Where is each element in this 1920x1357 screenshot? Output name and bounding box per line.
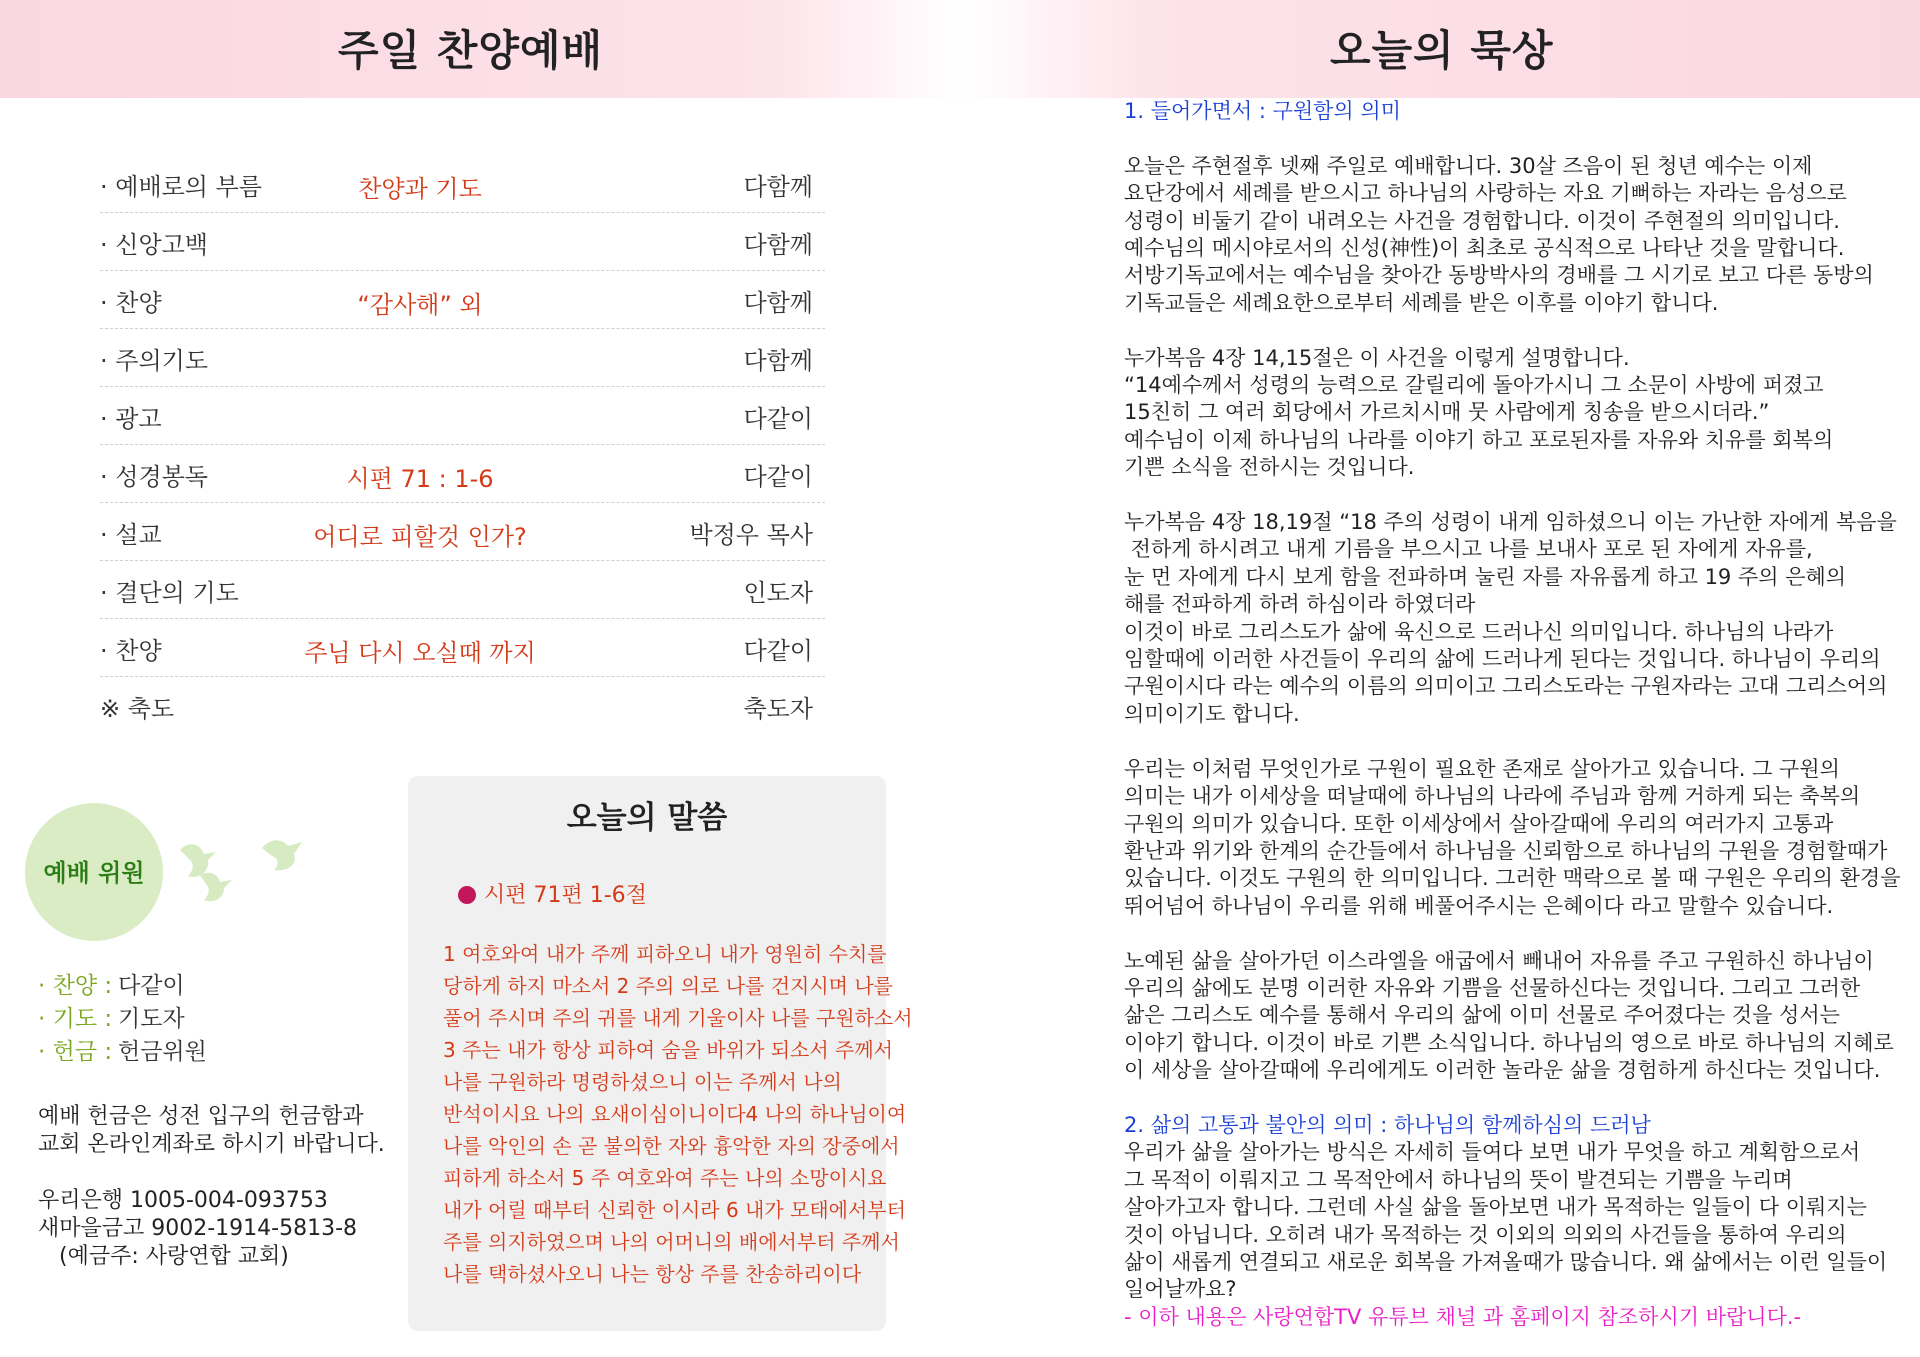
paragraph-line: 노예된 삶을 살아가던 이스라엘을 애굽에서 빼내어 자유를 주고 구원하신 하나님이: [1124, 948, 1874, 973]
paragraph-line: 기독교들은 세례요한으로부터 세례를 받은 이후를 이야기 합니다.: [1124, 290, 1719, 315]
scripture-line: 1 여호와여 내가 주께 피하오니 내가 영원히 수치를: [443, 942, 887, 966]
bank-line: 새마을금고 9002-1914-5813-8: [38, 1216, 358, 1241]
order-item-leader: 다함께: [743, 173, 813, 201]
order-row: [100, 503, 825, 561]
paragraph-line: 이것이 바로 그리스도가 삶에 육신으로 드러나신 의미입니다. 하나님의 나라가: [1124, 619, 1834, 644]
role-key: · 찬양 :: [38, 973, 113, 999]
paragraph-line: 누가복음 4장 18,19절 “18 주의 성령이 내게 임하셨으니 이는 가난한 자에게 복음을: [1124, 510, 1897, 535]
order-row: [100, 155, 825, 213]
paragraph-line: 의미이기도 합니다.: [1124, 701, 1300, 726]
paragraph-line: “14예수께서 성령의 능력으로 갈릴리에 돌아가시니 그 소문이 사방에 퍼졌고: [1124, 373, 1824, 398]
order-row: [100, 213, 825, 271]
bank-line: (예금주: 사랑연합 교회): [38, 1244, 289, 1269]
order-item-leader: 다함께: [743, 347, 813, 375]
paragraph-line: 전하게 하시려고 내게 기름을 부으시고 나를 보내사 포로 된 자에게 자유를,: [1124, 537, 1813, 562]
paragraph-line: 그 목적이 이뤄지고 그 목적안에서 하나님의 뜻이 발견되는 기쁨을 누리며: [1124, 1167, 1793, 1192]
order-row: [100, 445, 825, 503]
dove-icon: [170, 830, 320, 910]
paragraph-line: 예수님의 메시야로서의 신성(神性)이 최초로 공식적으로 나타난 것을 말합니다.: [1124, 236, 1845, 261]
role-value: 다같이: [118, 973, 185, 999]
committee-role: [38, 970, 207, 1003]
paragraph-line: 눈 먼 자에게 다시 보게 함을 전파하며 눌린 자를 자유롭게 하고 19 주의 은혜의: [1124, 564, 1847, 589]
section-heading: 1. 들어가면서 : 구원함의 의미: [1124, 99, 1401, 123]
order-item-name: · 성경봉독: [100, 463, 208, 491]
order-item-name: · 찬양: [100, 637, 162, 665]
section-heading: 2. 삶의 고통과 불안의 의미 : 하나님의 함께하심의 드러남: [1124, 1112, 1651, 1137]
offering-info: [38, 1103, 385, 1271]
scripture-line: 나를 택하셨사오니 나는 항상 주를 찬송하리이다: [443, 1262, 862, 1286]
role-key: · 기도 :: [38, 1006, 113, 1032]
committee-roles: [38, 970, 207, 1069]
paragraph-line: 것이 아닙니다. 오히려 내가 목적하는 것 이외의 의외의 사건들을 통하여 우리의: [1124, 1222, 1847, 1247]
committee-role: [38, 1003, 207, 1036]
paragraph-line: 구원의 의미가 있습니다. 또한 이세상에서 살아갈때에 우리의 여러가지 고통과: [1124, 811, 1834, 836]
order-item-detail: “감사해” 외: [357, 291, 483, 319]
meditation-title: 오늘의 묵상: [1330, 26, 1554, 75]
scripture-line: 반석이시요 나의 요새이심이니이다4 나의 하나님이여: [443, 1102, 907, 1126]
order-item-detail: 주님 다시 오실때 까지: [304, 639, 536, 667]
offering-line: 교회 온라인계좌로 하시기 바랍니다.: [38, 1132, 385, 1157]
paragraph-line: 의미는 내가 이세상을 떠날때에 하나님의 나라에 주님과 함께 거하게 되는 축복의: [1124, 784, 1861, 809]
bank-line: 우리은행 1005-004-093753: [38, 1188, 328, 1213]
order-item-name: · 예배로의 부름: [100, 173, 262, 201]
order-row: [100, 271, 825, 329]
order-item-name: ※ 축도: [100, 695, 175, 723]
role-key: · 헌금 :: [38, 1039, 113, 1065]
paragraph-line: 15친히 그 여러 회당에서 가르치시매 뭇 사람에게 칭송을 받으시더라.”: [1124, 400, 1770, 425]
paragraph-line: 이야기 합니다. 이것이 바로 기쁜 소식입니다. 하나님의 영으로 바로 하나님의 지혜로: [1124, 1030, 1894, 1055]
order-item-leader: 박정우 목사: [689, 521, 813, 549]
scripture-line: 풀어 주시며 주의 귀를 내게 기울이사 나를 구원하소서: [443, 1006, 913, 1030]
paragraph-line: 예수님이 이제 하나님의 나라를 이야기 하고 포로된자를 자유와 치유를 회복의: [1124, 427, 1834, 452]
bullet-icon: [458, 886, 476, 904]
order-item-leader: 축도자: [743, 695, 813, 723]
scripture-line: 피하게 하소서 5 주 여호와여 주는 나의 소망이시요: [443, 1166, 887, 1190]
closing-note: - 이하 내용은 사랑연합TV 유튜브 채널 과 홈페이지 참조하시기 바랍니다.-: [1124, 1304, 1802, 1329]
order-item-leader: 다함께: [743, 231, 813, 259]
order-row: [100, 677, 825, 734]
paragraph-line: 우리가 삶을 살아가는 방식은 자세히 들여다 보면 내가 무엇을 하고 계획함으로서: [1124, 1140, 1861, 1165]
order-row: [100, 619, 825, 677]
paragraph-line: 삶이 새롭게 연결되고 새로운 회복을 가져올때가 많습니다. 왜 삶에서는 이런 일들이: [1124, 1249, 1888, 1274]
committee-label: 예배 위원: [43, 859, 145, 887]
paragraph-line: 일어날까요?: [1124, 1277, 1237, 1302]
paragraph-line: 살아가고자 합니다. 그런데 사실 삶을 돌아보면 내가 목적하는 일들이 다 이뤄지는: [1124, 1195, 1867, 1220]
order-item-name: · 결단의 기도: [100, 579, 239, 607]
role-value: 기도자: [118, 1006, 185, 1032]
paragraph-line: 기쁜 소식을 전하시는 것입니다.: [1124, 455, 1415, 480]
paragraph-line: 뛰어넘어 하나님이 우리를 위해 베풀어주시는 은혜이다 라고 말할수 있습니다.: [1124, 893, 1834, 918]
paragraph-line: 있습니다. 이것도 구원의 한 의미입니다. 그러한 맥락으로 볼 때 구원은 우리의 환경을: [1124, 866, 1901, 891]
paragraph-line: 누가복음 4장 14,15절은 이 사건을 이렇게 설명합니다.: [1124, 345, 1630, 370]
order-item-detail: 어디로 피할것 인가?: [313, 523, 527, 551]
order-item-leader: 다같이: [743, 637, 813, 665]
today-word-reference: [458, 878, 647, 909]
scripture-line: 나를 구원하라 명령하셨으니 이는 주께서 나의: [443, 1070, 842, 1094]
paragraph-line: 서방기독교에서는 예수님을 찾아간 동방박사의 경배를 그 시기로 보고 다른 동방의: [1124, 263, 1874, 288]
order-item-name: · 광고: [100, 405, 162, 433]
meditation-text: [1124, 98, 1914, 1331]
order-item-leader: 다같이: [743, 463, 813, 491]
offering-line: 예배 헌금은 성전 입구의 헌금함과: [38, 1104, 364, 1129]
order-item-name: · 주의기도: [100, 347, 208, 375]
paragraph-line: 해를 전파하게 하려 하심이라 하였더라: [1124, 592, 1476, 617]
order-item-leader: 다함께: [743, 289, 813, 317]
paragraph-line: 요단강에서 세례를 받으시고 하나님의 사랑하는 자요 기뻐하는 자라는 음성으로: [1124, 181, 1847, 206]
role-value: 헌금위원: [118, 1039, 207, 1065]
paragraph-line: 이 세상을 살아갈때에 우리에게도 이러한 놀라운 삶을 경험하게 하신다는 것입니다.: [1124, 1058, 1881, 1083]
order-row: [100, 561, 825, 619]
today-word-title: 오늘의 말씀: [566, 800, 728, 836]
scripture-line: 3 주는 내가 항상 피하여 숨을 바위가 되소서 주께서: [443, 1038, 893, 1062]
paragraph-line: 삶은 그리스도 예수를 통해서 우리의 삶에 이미 선물로 주어졌다는 것을 성서는: [1124, 1003, 1840, 1028]
order-item-name: · 설교: [100, 521, 162, 549]
paragraph-line: 우리는 이처럼 무엇인가로 구원이 필요한 존재로 살아가고 있습니다. 그 구원의: [1124, 756, 1840, 781]
order-item-name: · 찬양: [100, 289, 162, 317]
order-item-detail: 찬양과 기도: [358, 175, 482, 203]
order-row: [100, 387, 825, 445]
paragraph-line: 구원이시다 라는 예수의 이름의 의미이고 그리스도라는 구원자라는 고대 그리스어의: [1124, 674, 1888, 699]
committee-role: [38, 1036, 207, 1069]
header-band: [0, 0, 1920, 98]
order-item-leader: 인도자: [743, 579, 813, 607]
scripture-line: 주를 의지하였으며 나의 어머니의 배에서부터 주께서: [443, 1230, 900, 1254]
order-item-detail: 시편 71 : 1-6: [346, 465, 494, 493]
paragraph-line: 우리의 삶에도 분명 이러한 자유와 기쁨을 선물하신다는 것입니다. 그리고 그러한: [1124, 975, 1861, 1000]
today-word-body: [443, 938, 913, 1290]
scripture-line: 나를 악인의 손 곧 불의한 자와 흉악한 자의 장중에서: [443, 1134, 900, 1158]
reference-text: 시편 71편 1-6절: [484, 883, 647, 908]
paragraph-line: 성령이 비둘기 같이 내려오는 사건을 경험합니다. 이것이 주현절의 의미입니다.: [1124, 208, 1840, 233]
scripture-line: 내가 어릴 때부터 신뢰한 이시라 6 내가 모태에서부터: [443, 1198, 906, 1222]
order-of-worship: [100, 155, 825, 734]
paragraph-line: 오늘은 주현절후 넷째 주일로 예배합니다. 30살 즈음이 된 청년 예수는 이제: [1124, 153, 1813, 178]
order-item-name: · 신앙고백: [100, 231, 208, 259]
paragraph-line: 임할때에 이러한 사건들이 우리의 삶에 드러나게 된다는 것입니다. 하나님이 우리의: [1124, 647, 1881, 672]
paragraph-line: 환난과 위기와 한계의 순간들에서 하나님을 신뢰함으로 하나님의 구원을 경험할때가: [1124, 838, 1888, 863]
order-item-leader: 다같이: [743, 405, 813, 433]
worship-title: 주일 찬양예배: [338, 26, 604, 75]
scripture-line: 당하게 하지 마소서 2 주의 의로 나를 건지시며 나를: [443, 974, 893, 998]
order-row: [100, 329, 825, 387]
